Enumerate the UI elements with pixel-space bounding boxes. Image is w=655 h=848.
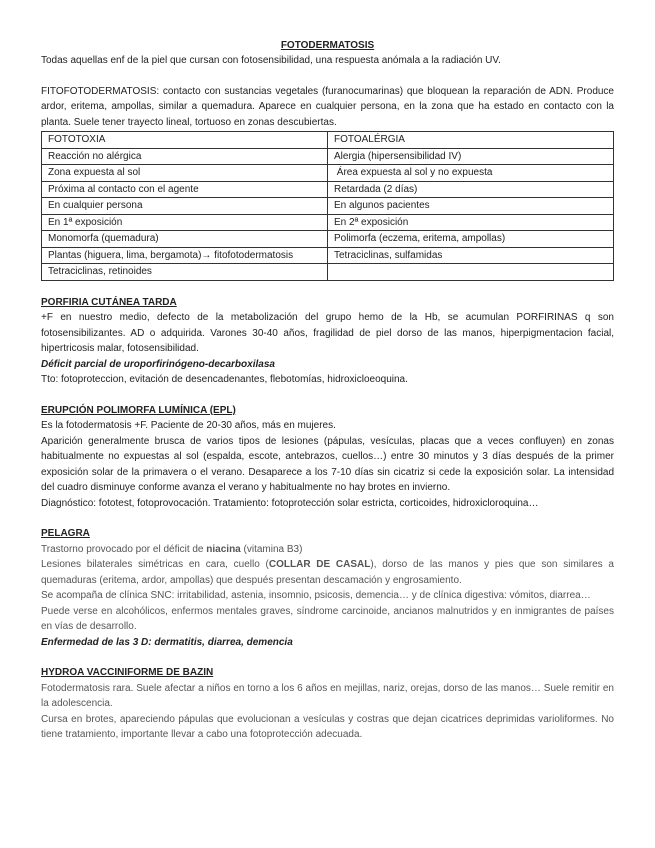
epl-text-1: Es la fotodermatosis +F. Paciente de 20-30 años, más en mujeres. xyxy=(41,420,336,431)
pelagra-text-3: Se acompaña de clínica SNC: irritabilidad, astenia, insomnio, psicosis, demencia… y de clínica digestiva: vómitos, diarrea… xyxy=(41,590,591,601)
hydroa-text-2: Cursa en brotes, apareciendo pápulas que evolucionan a vesículas y costras que dejan cicatrices deprimidas varioliformes. No tiene tratamiento, importante llevar a cabo una fotoprotección adecuada. xyxy=(41,713,614,740)
page-title: FOTODERMATOSIS xyxy=(280,40,375,51)
epl-text-2: Aparición generalmente brusca de varios tipos de lesiones (pápulas, vesículas, placas que a veces confluyen) en zonas habitualmente no expuestas al sol (espalda, escote, antebrazos, cuellos…) entre 30 minutos y 3 días después de la primer exposición solar de la primavera o el verano. Desaparece a los 7-10 días sin cicatriz si cede la exposición solar. La intensidad del cuadro disminuye conforme avanza el verano y habitualmente no hay brotes en invierno. xyxy=(41,435,614,493)
table-cell: Monomorfa (quemadura) xyxy=(42,231,328,248)
table-row xyxy=(42,247,614,264)
section-title-hydroa: HYDROA VACCINIFORME DE BAZIN xyxy=(41,667,214,678)
porfiria-deficit: Déficit parcial de uroporfirinógeno-decarboxilasa xyxy=(41,358,275,370)
table-cell: Plantas (higuera, lima, bergamota)→ fitofotodermatosis xyxy=(42,247,328,264)
table-row xyxy=(42,165,614,182)
table-row xyxy=(42,148,614,165)
table-cell: Próxima al contacto con el agente xyxy=(42,181,328,198)
pelagra-text-4: Puede verse en alcohólicos, enfermos mentales graves, síndrome carcinoide, ancianos malnutridos y en inmigrantes de países en vías de desarrollo. xyxy=(41,605,614,632)
comparison-table xyxy=(41,131,614,281)
spacer xyxy=(41,650,614,665)
table-cell: Reacción no alérgica xyxy=(42,148,328,165)
table-row xyxy=(42,181,614,198)
pelagra-text-1 xyxy=(41,542,614,558)
table-cell: Alergia (hipersensibilidad IV) xyxy=(328,148,614,165)
pelagra-collar: COLLAR DE CASAL xyxy=(268,559,371,570)
table-cell: En 2ª exposición xyxy=(328,214,614,231)
hydroa-text-1: Fotodermatosis rara. Suele afectar a niños en torno a los 6 años en mejillas, nariz, orejas, dorso de las manos… Suele remitir en la adolescencia. xyxy=(41,682,614,709)
pelagra-text-2-pre: Lesiones bilaterales simétricas en cara, cuello ( xyxy=(41,559,269,570)
table-header-row xyxy=(42,132,614,149)
table-cell: Polimorfa (eczema, eritema, ampollas) xyxy=(328,231,614,248)
table-header-cell: FOTOALÉRGIA xyxy=(328,132,614,149)
spacer xyxy=(41,511,614,526)
pelagra-text-2-post: ), dorso de las manos y pies que son similares a quemaduras (eritema, ardor, ampollas) que después presentan descamación y engrosamiento. xyxy=(41,559,614,586)
table-cell: Área expuesta al sol y no expuesta xyxy=(328,165,614,182)
table-cell: Zona expuesta al sol xyxy=(42,165,328,182)
spacer xyxy=(41,388,614,403)
porfiria-text: +F en nuestro medio, defecto de la metabolización del grupo hemo de la Hb, se acumulan PORFIRINAS q son fotosensibilizantes. AD o adquirida. Varones 30-40 años, fragilidad de piel dorso de las manos, hiperpigmentacion facial, hipertricosis malar, fotosensibilidad. xyxy=(41,312,614,354)
table-row xyxy=(42,231,614,248)
fito-text: FITOFOTODERMATOSIS: contacto con sustancias vegetales (furanocumarinas) que bloquean la reparación de ADN. Produce ardor, eritema, ampollas, similar a quemadura. Aparece en cualquier persona, en la zona que ha estado en contacto con la planta. Suele tener trayecto lineal, tortuoso en zonas descubiertas. xyxy=(41,85,614,128)
pelagra-text-1-post: (vitamina B3) xyxy=(240,543,303,555)
pelagra-niacina: niacina xyxy=(206,543,241,555)
table-cell: Tetraciclinas, sulfamidas xyxy=(328,247,614,264)
epl-text-3: Diagnóstico: fototest, fotoprovocación. Tratamiento: fotoprotección solar estricta, corticoides, hidroxicloroquina… xyxy=(41,497,539,509)
table-cell: Retardada (2 días) xyxy=(328,181,614,198)
spacer xyxy=(41,69,614,84)
table-row xyxy=(42,264,614,281)
table-cell: En algunos pacientes xyxy=(328,198,614,215)
table-cell xyxy=(328,264,614,281)
intro-text: Todas aquellas enf de la piel que cursan con fotosensibilidad, una respuesta anómala a la radiación UV. xyxy=(41,55,501,66)
table-cell: Tetraciclinas, retinoides xyxy=(42,264,328,281)
pelagra-text-1-pre: Trastorno provocado por el déficit de xyxy=(41,543,207,555)
table-cell: En cualquier persona xyxy=(42,198,328,215)
section-title-pelagra: PELAGRA xyxy=(41,528,90,539)
porfiria-treatment: Tto: fotoproteccion, evitación de desencadenantes, flebotomías, hidroxicloeoquina. xyxy=(41,374,408,385)
table-row xyxy=(42,198,614,215)
table-row xyxy=(42,214,614,231)
pelagra-text-2 xyxy=(41,557,614,588)
table-cell: En 1ª exposición xyxy=(42,214,328,231)
section-title-epl: ERUPCIÓN POLIMORFA LUMÍNICA (EPL) xyxy=(41,404,236,416)
section-title-porfiria: PORFIRIA CUTÁNEA TARDA xyxy=(41,296,177,308)
pelagra-3d: Enfermedad de las 3 D: dermatitis, diarrea, demencia xyxy=(41,636,293,648)
table-header-cell: FOTOTOXIA xyxy=(42,132,328,149)
